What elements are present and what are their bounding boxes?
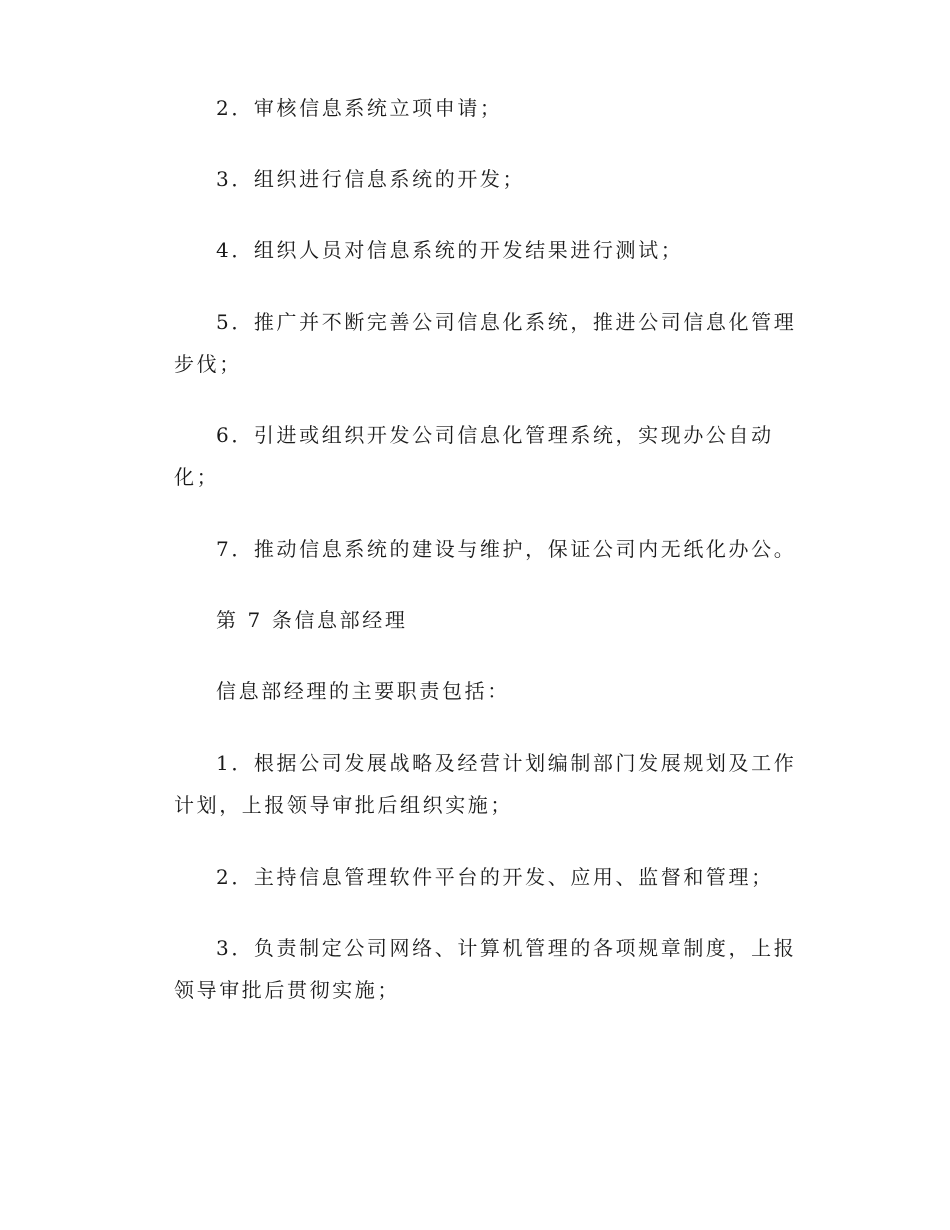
paragraph-line: 化；: [174, 465, 220, 489]
paragraph-item-6: [174, 414, 774, 498]
paragraph-line: 3．组织进行信息系统的开发；: [216, 167, 526, 191]
duty-item-3: [174, 927, 797, 1011]
duty-item-2: [174, 856, 774, 898]
paragraph-item-5: [174, 301, 797, 385]
paragraph-line: 1．根据公司发展战略及经营计划编制部门发展规划及工作: [216, 751, 797, 775]
paragraph-line: 6．引进或组织开发公司信息化管理系统，实现办公自动: [216, 423, 774, 447]
paragraph-line: 7．推动信息系统的建设与维护，保证公司内无纸化办公。: [216, 537, 797, 561]
duties-intro: [174, 670, 774, 712]
paragraph-item-7: [174, 528, 797, 570]
paragraph-line: 计划，上报领导审批后组织实施；: [174, 793, 513, 817]
paragraph-line: 5．推广并不断完善公司信息化系统，推进公司信息化管理: [216, 310, 797, 334]
paragraph-line: 4．组织人员对信息系统的开发结果进行测试；: [216, 238, 684, 262]
paragraph-line: 领导审批后贯彻实施；: [174, 978, 400, 1002]
paragraph-item-4: [174, 229, 774, 271]
paragraph-item-3: [174, 158, 774, 200]
paragraph-line: 3．负责制定公司网络、计算机管理的各项规章制度，上报: [216, 936, 797, 960]
paragraph-line: 2．审核信息系统立项申请；: [216, 96, 503, 120]
paragraph-item-2: [174, 87, 774, 129]
article-heading: [174, 599, 774, 641]
duty-item-1: [174, 742, 797, 826]
paragraph-line: 信息部经理的主要职责包括：: [216, 679, 510, 703]
paragraph-line: 2．主持信息管理软件平台的开发、应用、监督和管理；: [216, 865, 774, 889]
paragraph-line: 第 7 条信息部经理: [216, 608, 408, 632]
paragraph-line: 步伐；: [174, 352, 242, 376]
